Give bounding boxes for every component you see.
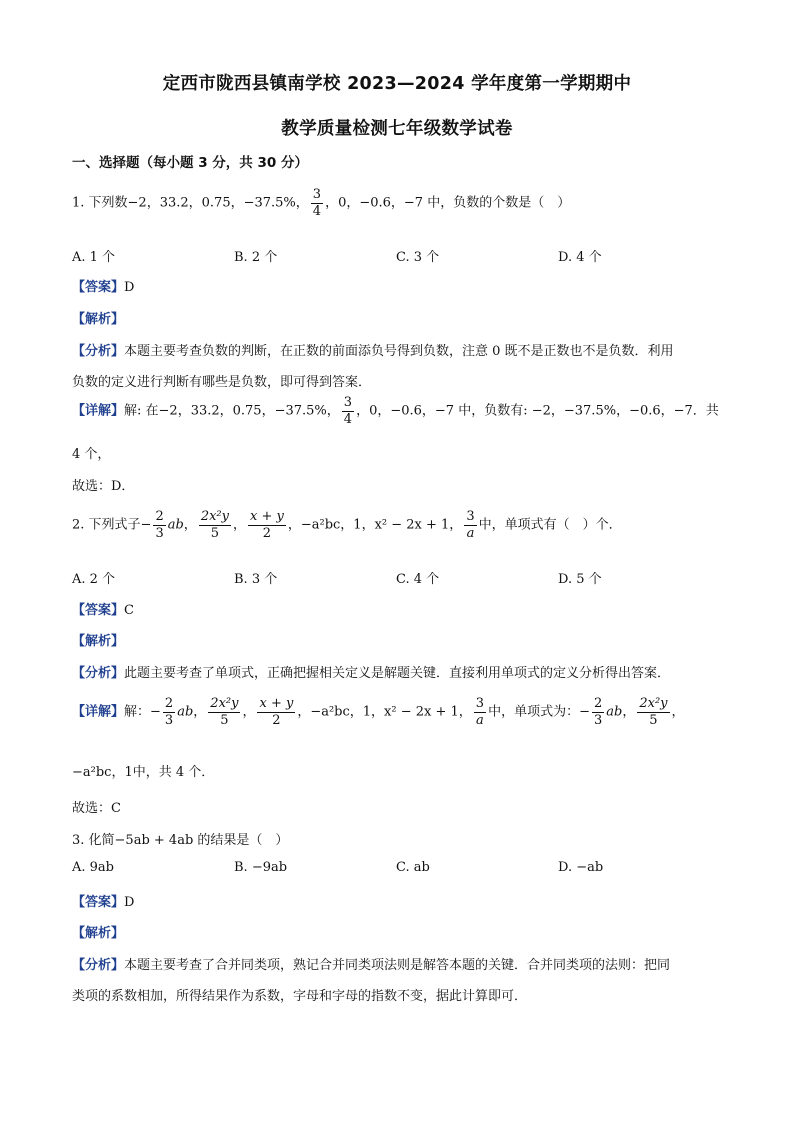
section-heading: 一、选择题（每小题 3 分，共 30 分） bbox=[72, 155, 308, 171]
q2-option-a: A. 2 个 bbox=[72, 572, 116, 587]
q2-d-frac6 bbox=[637, 697, 669, 727]
q1-answer-line bbox=[72, 276, 134, 295]
q3-option-a: A. 9ab bbox=[72, 860, 114, 875]
q2-detail-line1: 【详解】解：− $\frac{2}{3}$ ab， $\frac{\text{2x²y}}{5}$ ， $\frac{x + y}{2}$ ，−a²bc，1，x² − 2x + 1， $\frac{3}{a}$ 中，单项式为：− $\frac{2}{3}$ ab， $\frac{\text{2x²y}}{5}$ ， bbox=[72, 696, 685, 728]
q1-analysis-line2: 负数的定义进行判断有哪些是负数，即可得到答案． bbox=[72, 375, 372, 390]
q2-frac4 bbox=[464, 510, 476, 540]
fenxi-tag: 【分析】 bbox=[72, 344, 125, 359]
q2-d-frac1-den: 3 bbox=[164, 712, 174, 728]
q3-stem: 3. 化简−5ab + 4ab 的结果是（ ） bbox=[72, 833, 289, 848]
q2-frac3-den: 2 bbox=[262, 525, 272, 541]
q2-option-b: B. 3 个 bbox=[234, 572, 278, 587]
q1-fraction bbox=[311, 188, 323, 218]
q2-frac3-num: x + y bbox=[250, 509, 284, 524]
q2-frac1-num: 2 bbox=[155, 509, 164, 524]
q1-detail-before: 解: 在−2，33.2，0.75，−37.5%， bbox=[124, 403, 340, 419]
q2-frac1-den: 3 bbox=[155, 525, 164, 541]
q3-option-c: C. ab bbox=[396, 860, 430, 875]
q1-detail-line2: 4 个， bbox=[72, 447, 111, 462]
q2-d-frac1 bbox=[163, 697, 175, 727]
q3-jiexi bbox=[72, 922, 124, 941]
q1-option-c: C. 3 个 bbox=[396, 250, 440, 265]
q2-frac4-num: 3 bbox=[466, 509, 475, 524]
q2-stem: 2. 下列式子− $\frac{2}{3}$ ab， $\frac{\text{2x²y}}{5}$ ， $\frac{x + y}{2}$ ，−a²bc，1，x² − 2x + 1， $\frac{3}{a}$ 中，单项式有（ ）个． bbox=[72, 509, 622, 541]
q2-detail-lead: 解：− bbox=[124, 704, 161, 720]
q2-answer: C bbox=[124, 603, 134, 618]
q2-d-mid: ，−a²bc，1，x² − 2x + 1， bbox=[297, 704, 472, 720]
fenxi-tag: 【分析】 bbox=[72, 958, 125, 973]
q2-analysis-text: 此题主要考查了单项式，正确把握相关定义是解题关键．直接利用单项式的定义分析得出答案． bbox=[124, 666, 671, 681]
q1-stem bbox=[72, 188, 570, 218]
q1-detail-frac-den: 4 bbox=[343, 411, 353, 427]
q1-option-a: A. 1 个 bbox=[72, 250, 116, 265]
q1-detail-line1 bbox=[72, 396, 719, 426]
q2-mid: ，−a²bc，1，x² − 2x + 1， bbox=[287, 517, 463, 533]
q2-frac2 bbox=[199, 510, 231, 540]
q2-d-ab2: ab bbox=[606, 704, 623, 720]
q2-d-frac5-den: 3 bbox=[593, 712, 603, 728]
q1-option-b: B. 2 个 bbox=[234, 250, 278, 265]
q2-d-frac6-den: 5 bbox=[649, 712, 658, 728]
q3-option-b: B. −9ab bbox=[234, 860, 288, 875]
q2-tail: 中，单项式有（ ）个． bbox=[478, 517, 622, 533]
q2-d-ab: ab bbox=[177, 704, 194, 720]
q2-d-frac2-num: 2x²y bbox=[210, 696, 239, 711]
q2-option-d: D. 5 个 bbox=[558, 572, 602, 587]
q2-analysis-line bbox=[72, 662, 670, 681]
q3-option-d: D. −ab bbox=[558, 860, 604, 875]
q2-frac4-den: a bbox=[466, 525, 475, 541]
xiangjie-tag: 【详解】 bbox=[72, 403, 125, 419]
q2-d-frac1-num: 2 bbox=[164, 696, 174, 711]
q2-frac2-num: 2x²y bbox=[200, 509, 229, 524]
q2-d-frac4-den: a bbox=[476, 712, 484, 728]
q2-frac2-den: 5 bbox=[210, 525, 220, 541]
q1-detail-fraction bbox=[342, 396, 354, 426]
q1-stem-after: ，0，−0.6，−7 中，负数的个数是（ ） bbox=[325, 195, 571, 211]
q1-stem-before: 1. 下列数−2，33.2，0.75，−37.5%， bbox=[72, 195, 309, 211]
fenxi-tag: 【分析】 bbox=[72, 666, 125, 681]
q2-d-frac3 bbox=[257, 697, 295, 727]
q2-jiexi bbox=[72, 630, 124, 649]
page-title-line2: 教学质量检测七年级数学试卷 bbox=[281, 119, 513, 139]
jiexi-tag: 【解析】 bbox=[72, 926, 125, 941]
q2-detail-line2: −a²bc，1中，共 4 个． bbox=[72, 765, 215, 780]
q3-answer: D bbox=[124, 895, 135, 910]
q1-detail-after: ，0，−0.6，−7 中，负数有: −2，−37.5%，−0.6，−7．共 bbox=[356, 403, 719, 419]
q2-lead: 2. 下列式子− bbox=[72, 517, 152, 533]
q3-analysis-line2: 类项的系数相加，所得结果作为系数，字母和字母的指数不变，据此计算即可． bbox=[72, 989, 528, 1004]
q2-detail-mid: 中，单项式为：− bbox=[488, 704, 590, 720]
q2-d-frac2 bbox=[208, 697, 240, 727]
q2-answer-line bbox=[72, 599, 134, 618]
q2-d-frac5 bbox=[592, 697, 604, 727]
q2-frac1 bbox=[153, 510, 165, 540]
q1-choose: 故选：D． bbox=[72, 479, 135, 494]
q2-d-frac6-num: 2x²y bbox=[639, 696, 668, 711]
answer-tag: 【答案】 bbox=[72, 603, 125, 618]
q1-jiexi bbox=[72, 308, 124, 327]
answer-tag: 【答案】 bbox=[72, 895, 125, 910]
q1-analysis-line1 bbox=[72, 340, 674, 359]
q2-d-frac2-den: 5 bbox=[220, 712, 229, 728]
q1-analysis-text1: 本题主要考查负数的判断，在正数的前面添负号得到负数，注意 0 既不是正数也不是负数．利用 bbox=[124, 344, 674, 359]
page-title-line1: 定西市陇西县镇南学校 2023—2024 学年度第一学期期中 bbox=[162, 74, 632, 94]
q2-frac3 bbox=[248, 510, 286, 540]
q1-frac-num: 3 bbox=[312, 187, 322, 202]
q2-option-c: C. 4 个 bbox=[396, 572, 440, 587]
answer-tag: 【答案】 bbox=[72, 280, 125, 295]
q3-analysis-line1 bbox=[72, 954, 670, 973]
q2-d-frac3-num: x + y bbox=[259, 696, 294, 711]
q1-frac-den: 4 bbox=[312, 203, 322, 219]
q2-choose: 故选：C bbox=[72, 801, 121, 816]
q2-ab: ab bbox=[167, 517, 184, 533]
q1-answer: D bbox=[124, 280, 135, 295]
q1-detail-frac-num: 3 bbox=[343, 395, 353, 410]
q2-d-frac3-den: 2 bbox=[272, 712, 281, 728]
q2-d-frac5-num: 2 bbox=[593, 696, 603, 711]
q2-d-frac4-num: 3 bbox=[475, 696, 485, 711]
q3-analysis-text1: 本题主要考查了合并同类项，熟记合并同类项法则是解答本题的关键．合并同类项的法则：把同 bbox=[124, 958, 671, 973]
jiexi-tag: 【解析】 bbox=[72, 634, 125, 649]
q2-d-frac4 bbox=[474, 697, 486, 727]
xiangjie-tag: 【详解】 bbox=[72, 704, 125, 720]
jiexi-tag: 【解析】 bbox=[72, 312, 125, 327]
q1-option-d: D. 4 个 bbox=[558, 250, 602, 265]
q3-answer-line bbox=[72, 891, 134, 910]
